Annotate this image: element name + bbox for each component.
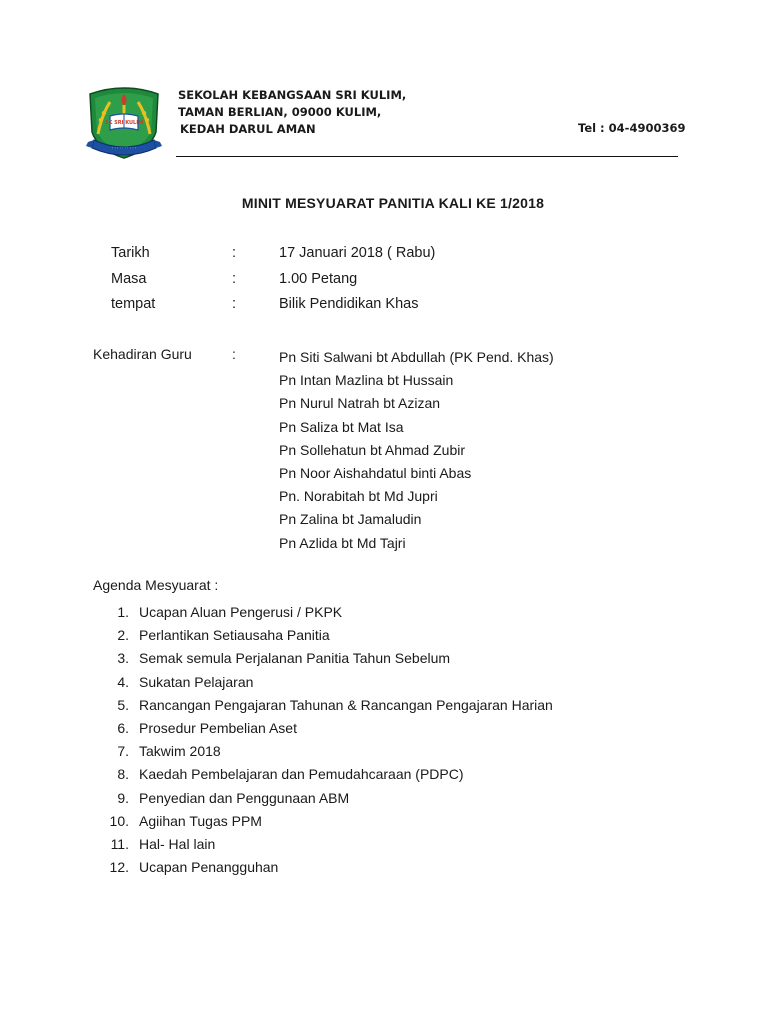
svg-text:· · · · · · · · · ·: · · · · · · · · · · bbox=[111, 145, 137, 151]
attendee-name: Pn Nurul Natrah bt Azizan bbox=[279, 395, 441, 412]
school-phone: Tel : 04-4900369 bbox=[578, 121, 686, 135]
agenda-item-text: Hal- Hal lain bbox=[139, 835, 216, 852]
agenda-item-number: 1. bbox=[117, 604, 129, 620]
agenda-item-number: 5. bbox=[117, 696, 129, 713]
detail-value: Bilik Pendidikan Khas bbox=[279, 296, 419, 312]
school-address-block bbox=[178, 87, 406, 138]
agenda-item-number: 2. bbox=[117, 627, 129, 644]
header-divider bbox=[176, 156, 678, 157]
detail-colon: : bbox=[232, 296, 237, 312]
agenda-item-text: Kaedah Pembelajaran dan Pemudahcaraan (PDPC) bbox=[139, 766, 464, 783]
attendee-name: Pn Siti Salwani bt Abdullah (PK Pend. Khas) bbox=[279, 349, 554, 365]
attendee-name: Pn Noor Aishahdatul binti Abas bbox=[279, 465, 472, 482]
address-line-2: KEDAH DARUL AMAN bbox=[180, 122, 316, 136]
agenda-item-text: Ucapan Penangguhan bbox=[139, 859, 279, 876]
detail-value: 17 Januari 2018 ( Rabu) bbox=[279, 245, 436, 261]
agenda-item-text: Ucapan Aluan Pengerusi / PKPK bbox=[139, 604, 343, 620]
attendee-name: Pn Azlida bt Md Tajri bbox=[279, 534, 406, 551]
attendee-name: Pn Intan Mazlina bt Hussain bbox=[279, 372, 454, 389]
agenda-item-text: Agiihan Tugas PPM bbox=[139, 812, 262, 829]
agenda-item-number: 9. bbox=[117, 789, 129, 806]
agenda-item-number: 10. bbox=[109, 812, 129, 829]
attendee-list bbox=[279, 346, 554, 555]
agenda-item-number: 6. bbox=[117, 719, 129, 736]
svg-text:SK SRI KULIM: SK SRI KULIM bbox=[104, 120, 144, 126]
school-crest-logo bbox=[84, 84, 164, 162]
agenda-item-text: Sukatan Pelajaran bbox=[139, 673, 254, 690]
detail-colon: : bbox=[232, 271, 237, 287]
detail-label: Masa bbox=[111, 271, 147, 287]
agenda-item-number: 7. bbox=[117, 743, 129, 760]
agenda-item-number: 12. bbox=[109, 859, 129, 876]
agenda-item-number: 8. bbox=[117, 766, 129, 783]
attendee-name: Pn Zalina bt Jamaludin bbox=[279, 511, 422, 528]
detail-label: Tarikh bbox=[111, 245, 150, 261]
agenda-item-text: Prosedur Pembelian Aset bbox=[139, 719, 297, 736]
detail-label: tempat bbox=[111, 296, 156, 312]
detail-value: 1.00 Petang bbox=[279, 271, 358, 287]
agenda-heading: Agenda Mesyuarat : bbox=[93, 577, 219, 593]
school-name: SEKOLAH KEBANGSAAN SRI KULIM, bbox=[178, 88, 407, 102]
agenda-item-text: Perlantikan Setiausaha Panitia bbox=[139, 627, 330, 644]
agenda-item-text: Penyedian dan Penggunaan ABM bbox=[139, 789, 350, 806]
attendee-name: Pn Sollehatun bt Ahmad Zubir bbox=[279, 441, 466, 458]
document-title: MINIT MESYUARAT PANITIA KALI KE 1/2018 bbox=[241, 195, 545, 211]
agenda-item-number: 11. bbox=[110, 835, 129, 852]
attendance-colon: : bbox=[232, 346, 236, 362]
agenda-item-text: Semak semula Perjalanan Panitia Tahun Sebelum bbox=[139, 650, 451, 667]
agenda-item-number: 3. bbox=[117, 650, 129, 667]
attendee-name: Pn Saliza bt Mat Isa bbox=[279, 418, 404, 435]
agenda-item-text: Rancangan Pengajaran Tahunan & Rancangan Pengajaran Harian bbox=[139, 696, 553, 713]
attendee-name: Pn. Norabitah bt Md Jupri bbox=[279, 488, 438, 505]
attendance-label: Kehadiran Guru bbox=[93, 346, 192, 362]
detail-colon: : bbox=[232, 245, 237, 261]
agenda-item-text: Takwim 2018 bbox=[139, 743, 221, 760]
agenda-item-number: 4. bbox=[117, 673, 129, 690]
address-line-1: TAMAN BERLIAN, 09000 KULIM, bbox=[178, 105, 382, 119]
